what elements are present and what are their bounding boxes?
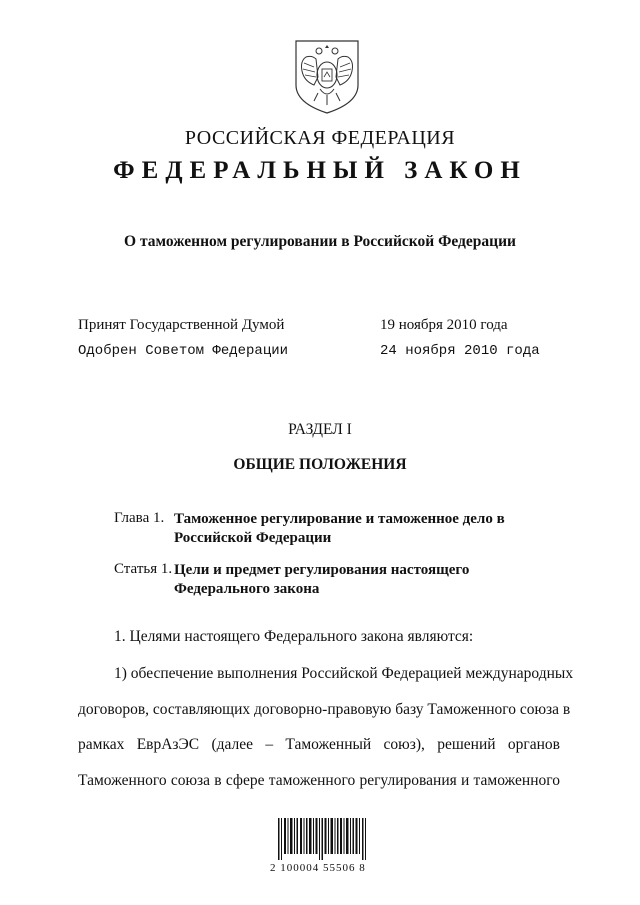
body-line: рамках ЕврАзЭС (далее – Таможенный союз), решений органов xyxy=(78,736,560,753)
barcode xyxy=(277,818,367,860)
section-label: РАЗДЕЛ I xyxy=(288,421,352,438)
law-type-heading: ФЕДЕРАЛЬНЫЙ ЗАКОН xyxy=(113,157,527,184)
law-subject: О таможенном регулировании в Российской Федерации xyxy=(124,233,516,250)
chapter-title: Таможенное регулирование и таможенное дело в Российской Федерации xyxy=(174,511,505,546)
chapter-label: Глава 1. xyxy=(114,510,165,526)
adoption-council-date: 24 ноября 2010 года xyxy=(380,343,540,359)
body-paragraph: 1) обеспечение выполнения Российской Федерацией международных xyxy=(114,665,574,682)
adoption-council-label: Одобрен Советом Федерации xyxy=(78,343,289,359)
article-title: Цели и предмет регулирования настоящего Федерального закона xyxy=(174,562,470,597)
section-title: ОБЩИЕ ПОЛОЖЕНИЯ xyxy=(233,456,407,473)
adoption-duma-label: Принят Государственной Думой xyxy=(78,317,285,333)
body-line: Таможенного союза в сфере таможенного регулирования и таможенного xyxy=(78,772,560,789)
adoption-duma-date: 19 ноября 2010 года xyxy=(380,317,508,333)
body-paragraph: 1. Целями настоящего Федерального закона являются: xyxy=(114,628,474,645)
barcode-number: 2 100004 55506 8 xyxy=(270,862,366,874)
body-line: договоров, составляющих договорно-правовую базу Таможенного союза в xyxy=(78,701,571,718)
coat-of-arms-icon xyxy=(292,37,362,115)
country-name: РОССИЙСКАЯ ФЕДЕРАЦИЯ xyxy=(184,127,456,149)
article-label: Статья 1. xyxy=(114,561,173,577)
